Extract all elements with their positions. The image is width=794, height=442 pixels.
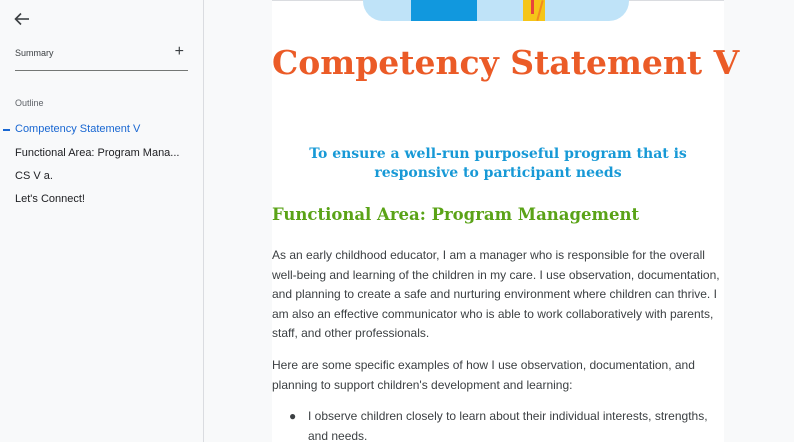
outline-sidebar [0,0,203,442]
add-summary-button[interactable]: + [174,43,184,60]
document-title: Competency Statement V [272,43,740,82]
header-image [363,0,629,21]
outline-item-cs-v-a[interactable]: CS V a. [15,170,53,182]
body-paragraph-1: As an early childhood educator, I am a manager who is responsible for the overall well-being and learning of the children in my care. I use observation, documentation, and planning to create a safe and nurturing environment where children can thrive. I am also an effective communicator who is able to work collaboratively with parents, staff, and other professionals. [272,248,720,340]
bullet-icon: ● [289,409,297,423]
document-canvas[interactable] [204,0,794,442]
back-button[interactable] [11,8,33,30]
document-subtitle: To ensure a well-run purposeful program that is responsive to participant needs [309,146,687,181]
active-item-indicator [3,129,10,131]
body-paragraph-2: Here are some specific examples of how I use observation, documentation, and planning to support children's development and learning: [272,358,695,392]
summary-label: Summary [15,48,54,58]
outline-item-functional-area[interactable]: Functional Area: Program Mana... [15,147,180,159]
document-page[interactable] [272,0,740,442]
list-item-text: I observe children closely to learn about their individual interests, strengths, and needs. [308,409,708,442]
outline-item-lets-connect[interactable]: Let's Connect! [15,193,85,205]
summary-section [15,44,188,71]
arrow-left-icon [11,8,33,30]
section-heading: Functional Area: Program Management [272,205,640,224]
outline-label: Outline [15,98,44,108]
outline-item-competency-statement-v[interactable]: Competency Statement V [15,123,141,135]
